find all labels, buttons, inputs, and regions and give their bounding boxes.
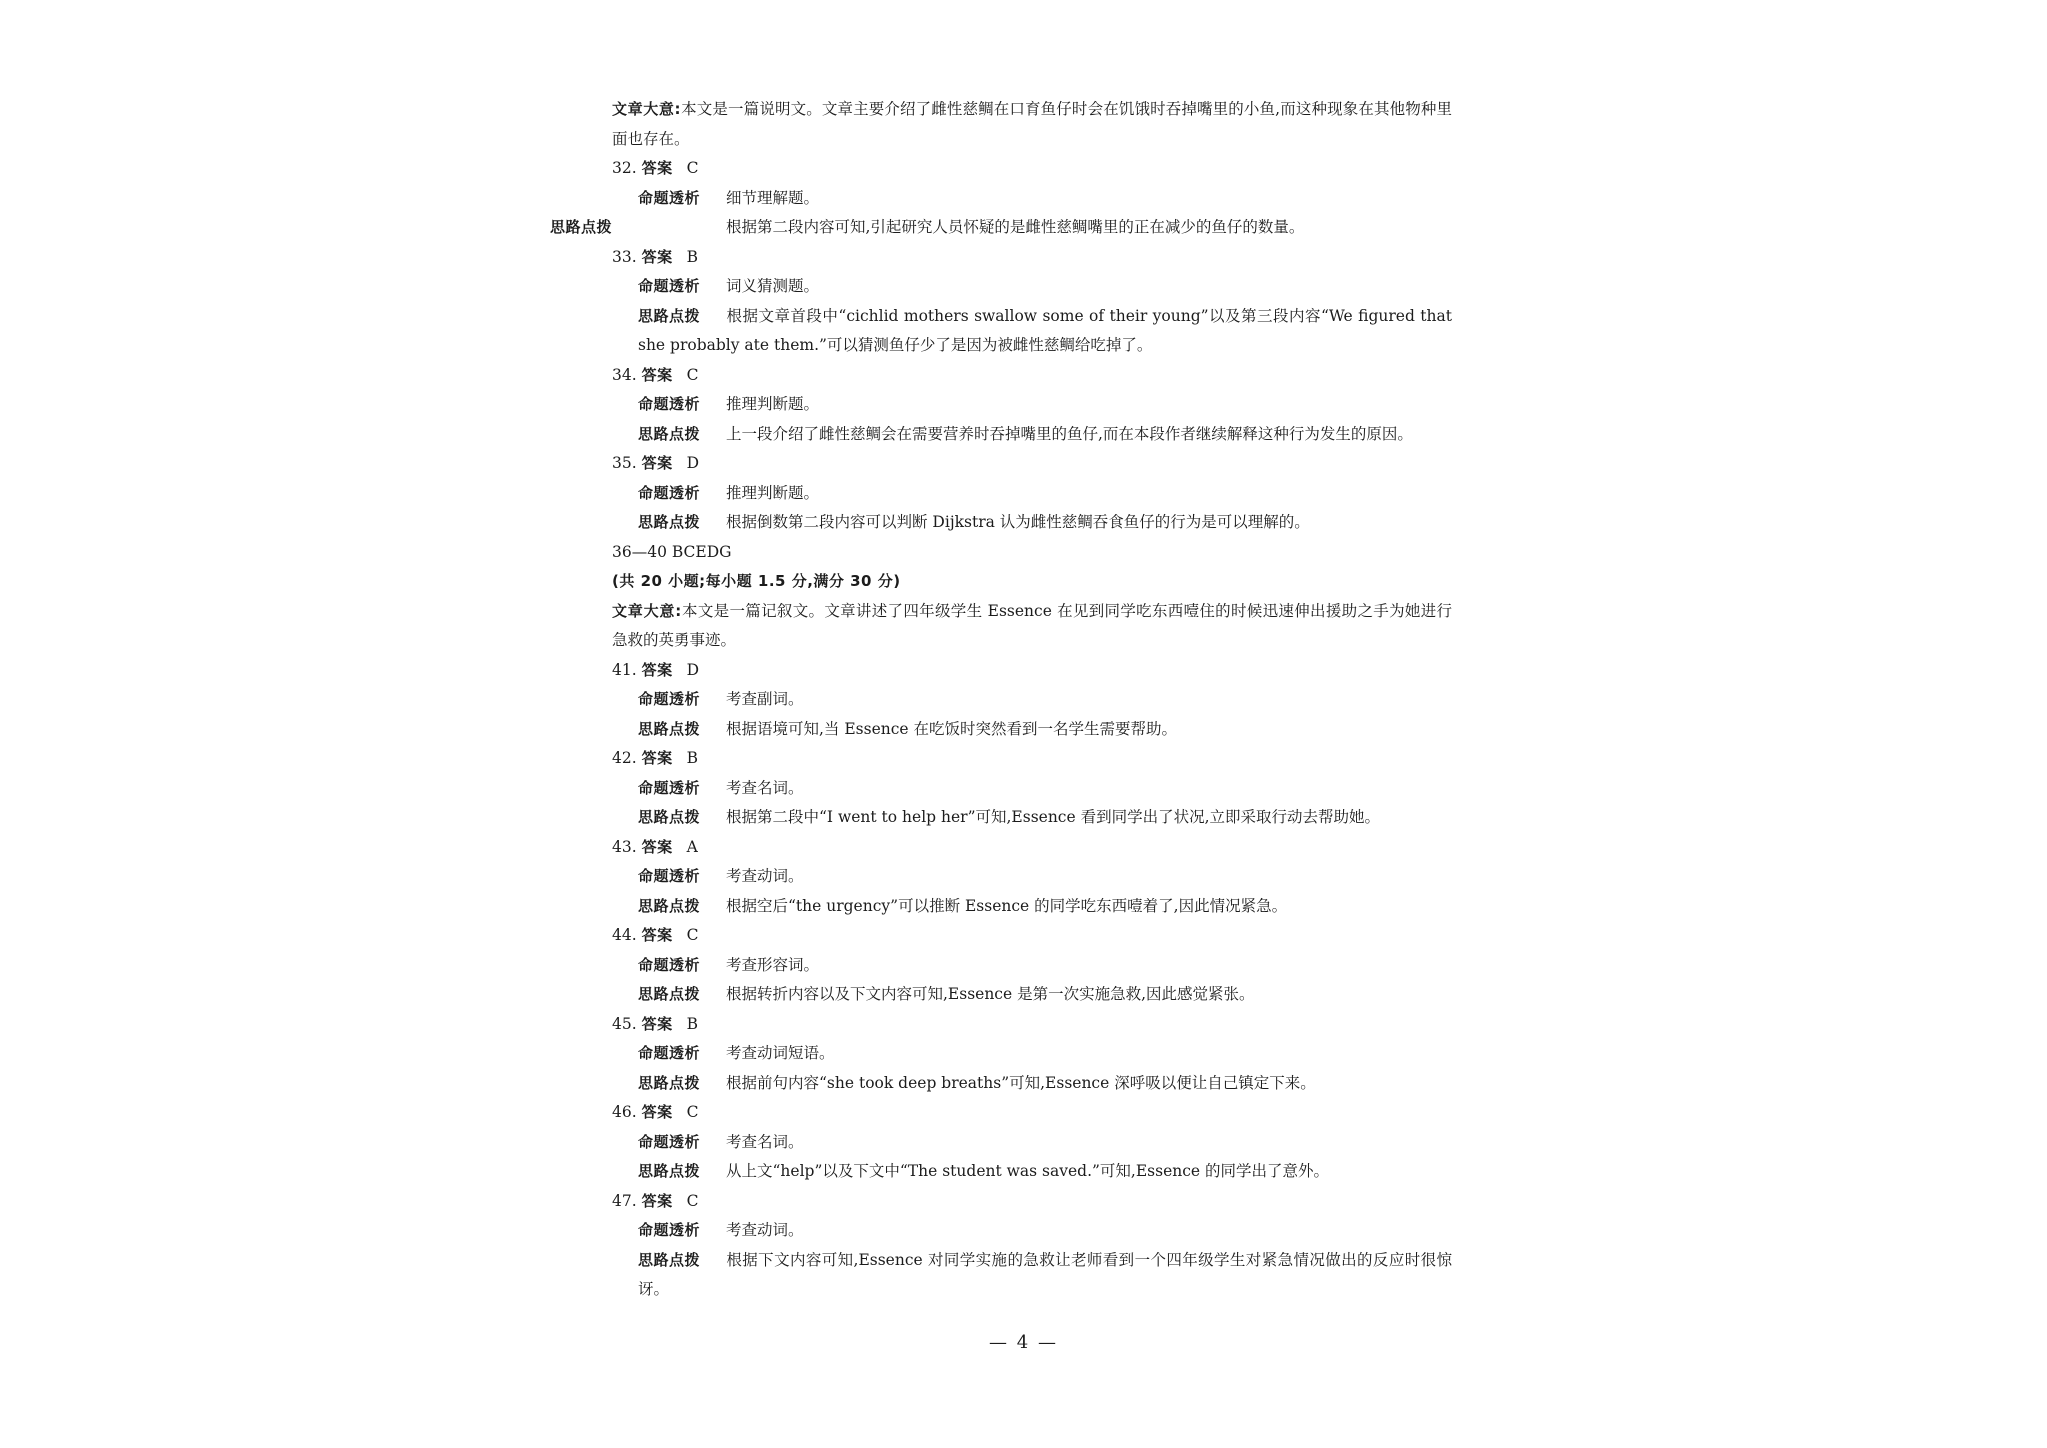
hint-label: 思路点拨 (638, 424, 701, 443)
question-number: 43. (612, 837, 637, 856)
analysis-line (612, 184, 1452, 214)
analysis-text: 词义猜测题。 (726, 277, 820, 295)
analysis-line (612, 272, 1452, 302)
question-number: 32. (612, 159, 637, 177)
analysis-text: 考查副词。 (726, 690, 804, 708)
hint-label: 思路点拨 (638, 306, 701, 325)
answer-line (612, 449, 1452, 479)
hint-text: 根据转折内容以及下文内容可知,Essence 是第一次实施急救,因此感觉紧张。 (726, 985, 1255, 1003)
answer-label: 答案 (641, 247, 673, 266)
hint-label: 思路点拨 (638, 896, 701, 915)
analysis-line (612, 390, 1452, 420)
question-number: 34. (612, 365, 637, 384)
answer-line (612, 1010, 1452, 1040)
analysis-text: 考查动词短语。 (726, 1044, 835, 1062)
analysis-line (612, 951, 1452, 981)
analysis-label: 命题透析 (638, 483, 701, 502)
hint-line (612, 1157, 1452, 1187)
hint-label: 思路点拨 (638, 808, 701, 826)
question-number: 42. (612, 749, 637, 767)
article-summary (612, 95, 1452, 154)
section-note: (共 20 小题;每小题 1.5 分,满分 30 分) (612, 572, 901, 590)
summary-label: 文章大意: (612, 100, 682, 118)
analysis-label: 命题透析 (638, 867, 701, 885)
hint-label: 思路点拨 (638, 1073, 701, 1092)
analysis-label: 命题透析 (638, 277, 701, 295)
hint-line (612, 508, 1452, 538)
answer-line (612, 154, 1452, 184)
hint-line (612, 420, 1452, 450)
question-group-32-35 (550, 154, 1452, 538)
analysis-label: 命题透析 (638, 1044, 701, 1062)
hint-label: 思路点拨 (638, 985, 701, 1003)
answer-line (612, 1098, 1452, 1128)
hint-text: 根据第二段内容可知,引起研究人员怀疑的是雌性慈鲷嘴里的正在减少的鱼仔的数量。 (726, 218, 1305, 236)
answer-value: D (686, 660, 700, 679)
answer-value: C (686, 159, 699, 177)
answer-value: B (686, 749, 698, 767)
answer-line (612, 833, 1452, 863)
hint-label: 思路点拨 (638, 1162, 701, 1180)
hint-text: 根据空后“the urgency”可以推断 Essence 的同学吃东西噎着了,因此情况紧急。 (726, 896, 1288, 915)
question-number: 33. (612, 247, 637, 266)
question-number: 45. (612, 1014, 637, 1033)
hint-text: 根据文章首段中“cichlid mothers swallow some of their young”以及第三段内容“We figured that she probably ate them.”可以猜测鱼仔少了是因为被雌性慈鲷给吃掉了。 (638, 306, 1452, 354)
answer-value: B (686, 1014, 698, 1033)
analysis-text: 推理判断题。 (726, 483, 820, 502)
analysis-label: 命题透析 (638, 188, 701, 207)
answer-value: C (686, 926, 699, 944)
analysis-text: 推理判断题。 (726, 395, 820, 413)
question-number: 46. (612, 1103, 637, 1121)
hint-label: 思路点拨 (638, 513, 701, 531)
analysis-line (612, 1128, 1452, 1158)
answer-value: D (686, 454, 700, 472)
analysis-label: 命题透析 (638, 1132, 701, 1151)
hint-label: 思路点拨 (638, 1250, 701, 1269)
hint-line (612, 715, 1452, 745)
answer-line (612, 243, 1452, 273)
hint-text: 根据倒数第二段内容可以判断 Dijkstra 认为雌性慈鲷吞食鱼仔的行为是可以理解的。 (726, 513, 1310, 531)
summary-text: 本文是一篇记叙文。文章讲述了四年级学生 Essence 在见到同学吃东西噎住的时候迅速伸出援助之手为她进行急救的英勇事迹。 (612, 601, 1452, 649)
analysis-label: 命题透析 (638, 1221, 701, 1239)
hint-line (612, 803, 1452, 833)
answer-line (612, 656, 1452, 686)
answers-36-40: 36—40 BCEDG (612, 542, 732, 561)
hint-line (612, 1246, 1452, 1305)
analysis-text: 考查名词。 (726, 778, 804, 797)
hint-label: 思路点拨 (638, 719, 701, 738)
hint-label: 思路点拨 (550, 218, 613, 236)
analysis-line (612, 1216, 1452, 1246)
analysis-label: 命题透析 (638, 778, 701, 797)
analysis-line (612, 774, 1452, 804)
summary-text: 本文是一篇说明文。文章主要介绍了雌性慈鲷在口育鱼仔时会在饥饿时吞掉嘴里的小鱼,而这种现象在其他物种里面也存在。 (612, 100, 1453, 148)
answer-label: 答案 (641, 926, 673, 944)
page-number: — 4 — (989, 1332, 1058, 1353)
hint-text: 根据下文内容可知,Essence 对同学实施的急救让老师看到一个四年级学生对紧急情况做出的反应时很惊讶。 (638, 1250, 1452, 1298)
answer-value: C (686, 1103, 699, 1121)
answer-label: 答案 (641, 1014, 673, 1033)
analysis-text: 考查动词。 (726, 1221, 804, 1239)
hint-text: 根据语境可知,当 Essence 在吃饭时突然看到一名学生需要帮助。 (726, 719, 1178, 738)
question-number: 35. (612, 454, 637, 472)
article-summary-2 (612, 597, 1452, 656)
answer-label: 答案 (641, 365, 673, 384)
question-group-41-47 (612, 656, 1452, 1305)
analysis-label: 命题透析 (638, 395, 701, 413)
analysis-text: 细节理解题。 (726, 188, 820, 207)
answer-line (612, 1187, 1452, 1217)
answer-value: C (686, 1191, 699, 1210)
analysis-text: 考查名词。 (726, 1132, 804, 1151)
answer-value: B (686, 247, 698, 266)
summary-label: 文章大意: (612, 601, 682, 620)
analysis-line (612, 685, 1452, 715)
question-number: 44. (612, 926, 637, 944)
hint-line (612, 892, 1452, 922)
answer-key-page (550, 95, 1453, 1305)
answer-label: 答案 (641, 159, 673, 177)
analysis-text: 考查动词。 (726, 867, 804, 885)
analysis-text: 考查形容词。 (726, 955, 820, 974)
analysis-label: 命题透析 (638, 690, 701, 708)
hint-text: 上一段介绍了雌性慈鲷会在需要营养时吞掉嘴里的鱼仔,而在本段作者继续解释这种行为发生的原因。 (726, 424, 1413, 443)
answer-label: 答案 (641, 837, 673, 856)
hint-line (612, 1069, 1452, 1099)
hint-line (550, 213, 1452, 243)
hint-text: 从上文“help”以及下文中“The student was saved.”可知,Essence 的同学出了意外。 (726, 1162, 1330, 1180)
answer-label: 答案 (641, 1103, 673, 1121)
answer-label: 答案 (641, 749, 673, 767)
analysis-label: 命题透析 (638, 955, 701, 974)
hint-text: 根据前句内容“she took deep breaths”可知,Essence 深呼吸以便让自己镇定下来。 (726, 1073, 1316, 1092)
answer-label: 答案 (641, 454, 673, 472)
answer-value: C (686, 365, 699, 384)
hint-line (612, 980, 1452, 1010)
answer-line (612, 921, 1452, 951)
answer-label: 答案 (641, 660, 673, 679)
question-number: 47. (612, 1191, 637, 1210)
answer-line (612, 744, 1452, 774)
hint-line (612, 302, 1452, 361)
answer-label: 答案 (641, 1191, 673, 1210)
answer-line (612, 361, 1452, 391)
answer-value: A (686, 837, 698, 856)
analysis-line (612, 862, 1452, 892)
question-number: 41. (612, 660, 637, 679)
analysis-line (612, 1039, 1452, 1069)
analysis-line (612, 479, 1452, 509)
hint-text: 根据第二段中“I went to help her”可知,Essence 看到同学出了状况,立即采取行动去帮助她。 (726, 808, 1381, 826)
